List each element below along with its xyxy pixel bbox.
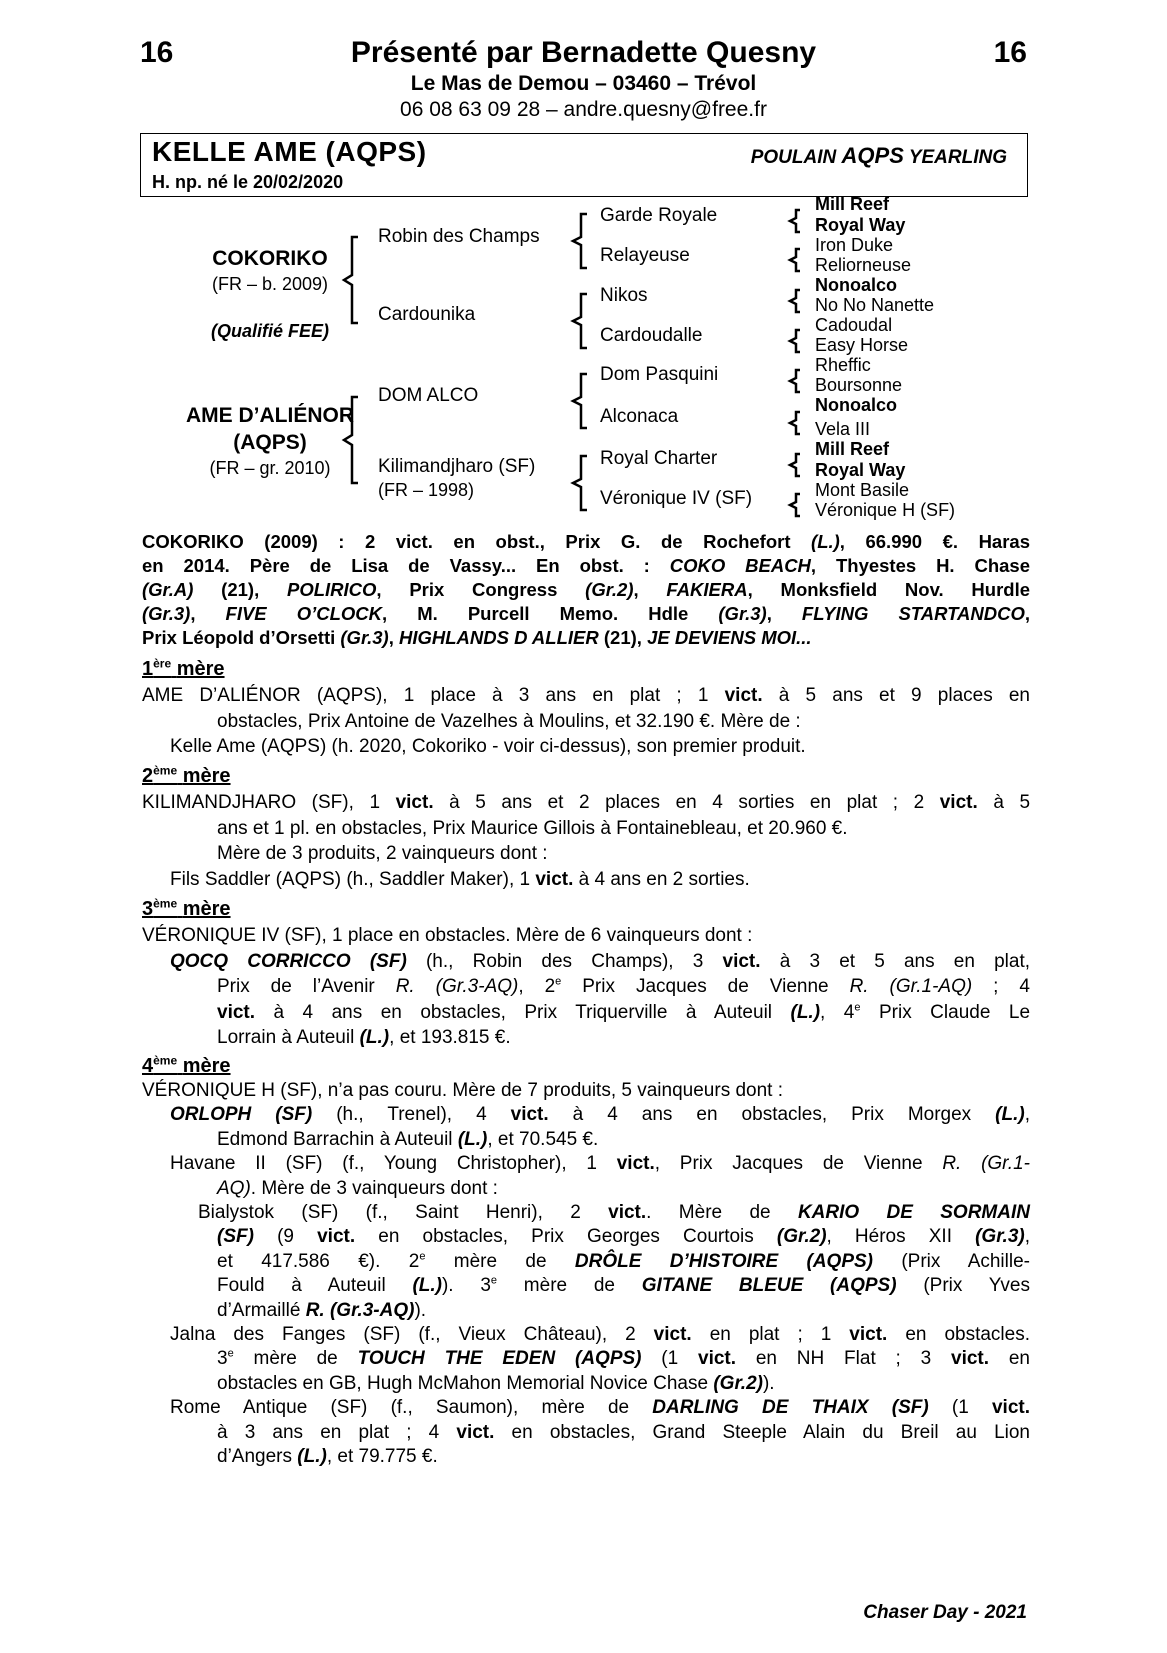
pedigree-gen2-3: DOM ALCO <box>378 385 479 406</box>
pedigree-gen3-5: Dom Pasquini <box>600 364 719 385</box>
section-4eme-mere-text: VÉRONIQUE H (SF), n’a pas couru. Mère de 7 produits, 5 vainqueurs dont : ORLOPH (SF) (h., Trenel), 4 vict. à 4 ans en obstacles, Prix Morgex (L.), Edmond Barrachin à Auteuil (L.), et 70.545 €. Havane II (SF) (f., Young Christopher), 1 vict., Prix Jacques de Vienne R. (Gr.1- AQ). Mère de 3 vainqueurs dont : Bialystok (SF) (f., Saint Henri), 2 vict.. Mère de KARIO DE SORMAIN (SF) (9 vict. en obstacles, Prix Georges Courtois (Gr.2), Héros XII (Gr.3), et 417.586 €). 2e mère de DRÔLE D’HISTOIRE (AQPS) (Prix Achille- Fould à Auteuil (L.)). 3e mère de GITANE BLEUE (AQPS) (Prix Yves d’Armaillé R. (Gr.3-AQ)). Jalna des Fanges (SF) (f., Vieux Château), 2 vict. en plat ; 1 vict. en obstacles. 3e mère de TOUCH THE EDEN (AQPS) (1 vict. en NH Flat ; 3 vict. en obstacles en GB, Hugh McMahon Memorial Novice Chase (Gr.2)). Rome Antique (SF) (f., Saumon), mère de DARLING DE THAIX (SF) (1 vict. à 3 ans en plat ; 4 vict. en obstacles, Grand Steeple Alain du Breil au Lion d’Angers (L.), et 79.775 €. <box>142 1080 1031 1468</box>
pedigree-gen3-3: Nikos <box>600 285 648 306</box>
pedigree-brace <box>786 326 808 356</box>
pedigree-brace <box>565 206 595 276</box>
pedigree-gen4-7: Cadoudal <box>815 315 893 335</box>
pedigree-gen3-8: Véronique IV (SF) <box>600 488 753 509</box>
pedigree-gen3-2: Relayeuse <box>600 245 690 266</box>
section-title-4eme-mere: 4ème mère <box>142 1053 231 1077</box>
dam-info: (FR – gr. 2010) <box>209 458 331 478</box>
sire-name: COKORIKO <box>212 247 328 270</box>
section-3eme-mere-text: VÉRONIQUE IV (SF), 1 place en obstacles. Mère de 6 vainqueurs dont : QOCQ CORRICCO (SF) (h., Robin des Champs), 3 vict. à 3 et 5 ans en plat, Prix de l’Avenir R. (Gr.3-AQ), 2e Prix Jacques de Vienne R. (Gr.1-AQ) ; 4 vict. à 4 ans en obstacles, Prix Triquerville à Auteuil (L.), 4e Prix Claude Le Lorrain à Auteuil (L.), et 193.815 €. <box>142 925 1031 1048</box>
pedigree-gen4-9: Rheffic <box>815 355 871 375</box>
sire-info: (FR – b. 2009) <box>211 274 329 294</box>
pedigree-gen4-6: No No Nanette <box>815 295 935 315</box>
pedigree-gen3-1: Garde Royale <box>600 205 718 226</box>
pedigree-brace <box>786 450 808 480</box>
pedigree-gen3-4: Cardoudalle <box>600 325 703 346</box>
pedigree-gen2-1: Robin des Champs <box>378 226 540 247</box>
pedigree-gen4-1: Mill Reef <box>815 194 890 214</box>
pedigree-gen3-7: Royal Charter <box>600 448 718 469</box>
pedigree-gen3-6: Alconaca <box>600 406 679 427</box>
lot-number-right: 16 <box>993 36 1027 69</box>
horse-birth: H. np. né le 20/02/2020 <box>152 172 344 192</box>
pedigree-brace <box>786 490 808 520</box>
section-title-1ere-mere: 1ère mère <box>142 656 225 680</box>
pedigree-gen2-note: (FR – 1998) <box>378 480 475 500</box>
pedigree-gen4-3: Iron Duke <box>815 235 894 255</box>
sire-note: (Qualifié FEE) <box>210 321 329 341</box>
lot-number-left: 16 <box>140 36 174 69</box>
seller-address: Le Mas de Demou – 03460 – Trévol <box>410 72 757 95</box>
pedigree-gen4-10: Boursonne <box>815 375 903 395</box>
section-title-2eme-mere: 2ème mère <box>142 763 231 787</box>
pedigree-gen4-15: Mont Basile <box>815 480 910 500</box>
pedigree-gen4-5: Nonoalco <box>815 275 898 295</box>
pedigree-brace <box>786 286 808 316</box>
dam-name: AME D’ALIÉNOR <box>186 404 354 427</box>
pedigree-gen4-2: Royal Way <box>815 215 906 235</box>
pedigree-brace <box>565 366 595 436</box>
pedigree-brace <box>338 225 368 335</box>
pedigree-brace <box>786 408 808 438</box>
pedigree-gen4-11: Nonoalco <box>815 395 898 415</box>
pedigree-gen4-13: Mill Reef <box>815 439 890 459</box>
section-title-3eme-mere: 3ème mère <box>142 896 231 920</box>
pedigree-brace <box>786 206 808 236</box>
pedigree-gen4-16: Véronique H (SF) <box>815 500 956 520</box>
sire-summary: COKORIKO (2009) : 2 vict. en obst., Prix G. de Rochefort (L.), 66.990 €. Haras en 2014. Père de Lisa de Vassy... En obst. : COKO BEACH, Thyestes H. Chase (Gr.A) (21), POLIRICO, Prix Congress (Gr.2), FAKIERA, Monksfield Nov. Hurdle (Gr.3), FIVE O’CLOCK, M. Purcell Memo. Hdle (Gr.3), FLYING STARTANDCO, Prix Léopold d’Orsetti (Gr.3), HIGHLANDS D ALLIER (21), JE DEVIENS MOI... <box>142 531 1031 648</box>
pedigree-brace <box>786 366 808 396</box>
dam-name-suffix: (AQPS) <box>233 431 307 454</box>
horse-type: POULAIN AQPS YEARLING <box>750 143 1007 168</box>
section-2eme-mere-text: KILIMANDJHARO (SF), 1 vict. à 5 ans et 2 places en 4 sorties en plat ; 2 vict. à 5 ans et 1 pl. en obstacles, Prix Maurice Gillois à Fontainebleau, et 20.960 €. Mère de 3 produits, 2 vainqueurs dont : Fils Saddler (AQPS) (h., Saddler Maker), 1 vict. à 4 ans en 2 sorties. <box>142 792 1031 890</box>
pedigree-gen2-2: Cardounika <box>378 304 476 325</box>
pedigree-gen2-4: Kilimandjharo (SF) <box>378 456 536 477</box>
pedigree-gen4-8: Easy Horse <box>815 335 909 355</box>
pedigree-brace <box>786 245 808 275</box>
horse-name: KELLE AME (AQPS) <box>152 136 427 167</box>
section-1ere-mere-text: AME D’ALIÉNOR (AQPS), 1 place à 3 ans en plat ; 1 vict. à 5 ans et 9 places en obstacles, Prix Antoine de Vazelhes à Moulins, et 32.190 €. Mère de : Kelle Ame (AQPS) (h. 2020, Cokoriko - voir ci-dessus), son premier produit. <box>142 685 1031 757</box>
pedigree-gen4-14: Royal Way <box>815 460 906 480</box>
pedigree-brace <box>565 448 595 518</box>
pedigree-gen4-4: Reliorneuse <box>815 255 912 275</box>
seller-contact: 06 08 63 09 28 – andre.quesny@free.fr <box>400 98 767 121</box>
page-title: Présenté par Bernadette Quesny <box>350 36 817 69</box>
page-footer: Chaser Day - 2021 <box>863 1602 1027 1623</box>
pedigree-brace <box>338 385 368 495</box>
pedigree-gen4-12: Vela III <box>815 419 871 439</box>
pedigree-brace <box>565 286 595 356</box>
